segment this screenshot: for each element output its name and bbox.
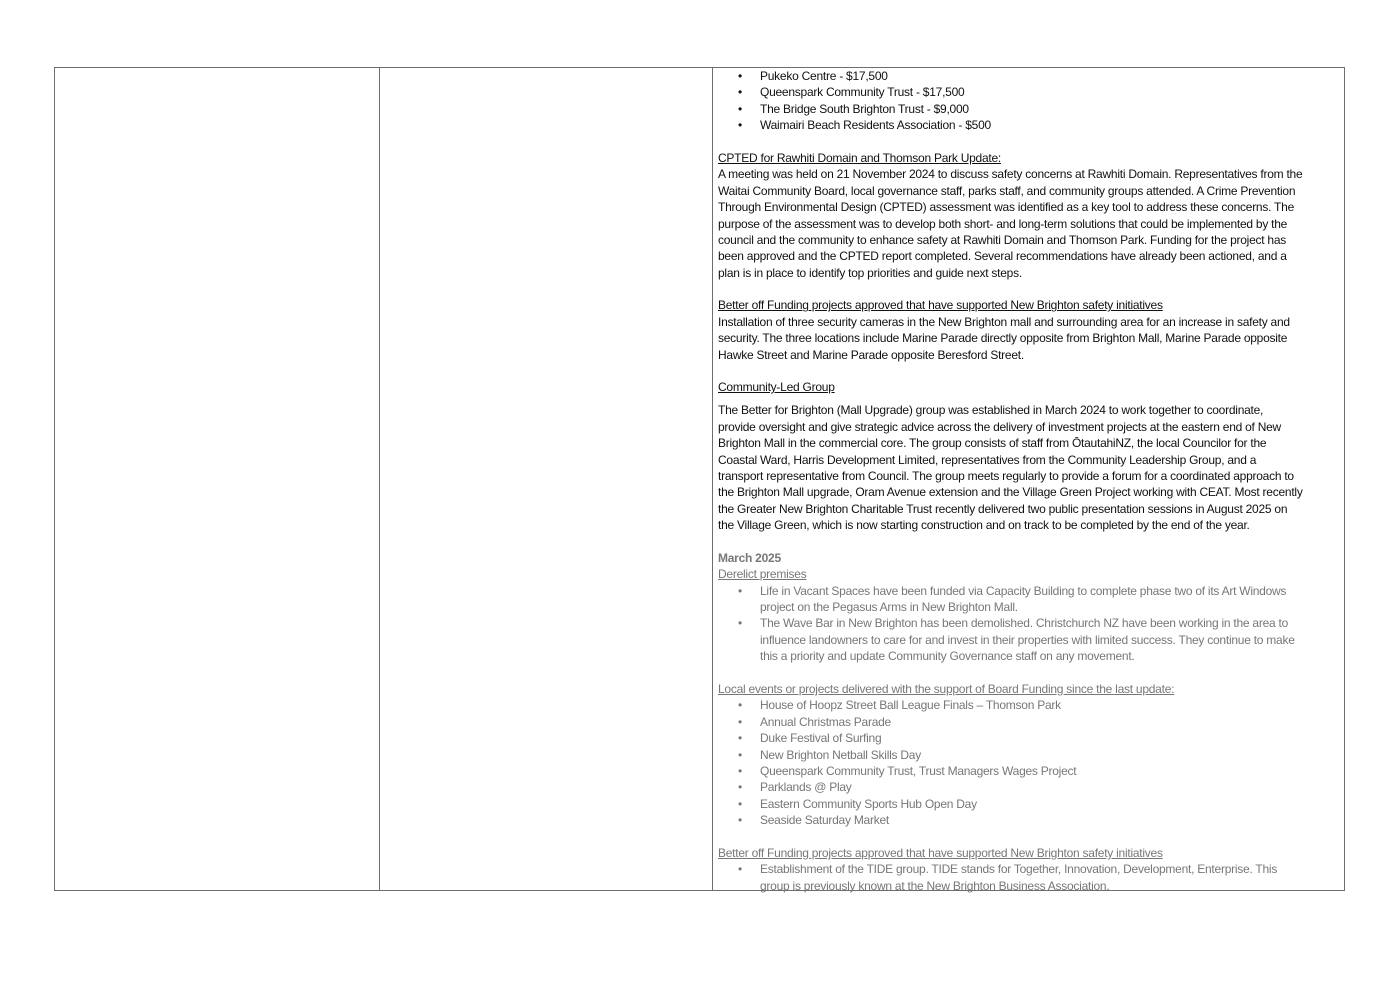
list-item (718, 714, 1343, 730)
list-item (718, 763, 1343, 779)
paragraph-line: Coastal Ward, Harris Development Limited, representatives from the Community Leadership Group, and a (718, 452, 1257, 467)
list-item (718, 84, 1343, 100)
list-item (718, 68, 1343, 84)
list-item-line: Life in Vacant Spaces have been funded via Capacity Building to complete phase two of its Art Windows (760, 583, 1287, 598)
blank-line (718, 281, 1343, 297)
paragraph-line: A meeting was held on 21 November 2024 to discuss safety concerns at Rawhiti Domain. Representatives from the (718, 167, 1303, 182)
blank-line (718, 534, 1343, 550)
bullet-icon: • (738, 747, 742, 762)
paragraph-line: Brighton Mall in the commercial core. The group consists of staff from ŌtautahiNZ, the local Councilor for the (718, 436, 1267, 451)
section-heading: CPTED for Rawhiti Domain and Thomson Park Update: (718, 150, 1001, 165)
list-item (718, 747, 1343, 763)
paragraph-line: the Brighton Mall upgrade, Oram Avenue extension and the Village Green Project working with CEAT. Most recently (718, 485, 1303, 500)
bullet-icon: • (738, 731, 742, 746)
section-heading: Better off Funding projects approved that have supported New Brighton safety initiatives (718, 845, 1163, 860)
list-item-line: this a priority and update Community Governance staff on any movement. (760, 649, 1135, 664)
bullet-list (718, 861, 1343, 894)
spacer (718, 396, 1343, 403)
section-date-heading: March 2025 (718, 550, 781, 565)
bullet-icon: • (738, 118, 742, 133)
bullet-icon: • (738, 796, 742, 811)
bullet-icon: • (738, 862, 742, 877)
bullet-icon: • (738, 69, 742, 83)
paragraph-line: security. The three locations include Marine Parade directly opposite from Brighton Mall, Marine Parade opposite (718, 331, 1288, 346)
list-item-line: Duke Festival of Surfing (760, 731, 882, 746)
paragraph-line: The Better for Brighton (Mall Upgrade) group was established in March 2024 to work together to coordinate, (718, 403, 1264, 418)
list-item (718, 117, 1343, 133)
bullet-icon: • (738, 714, 742, 729)
paragraph (718, 314, 1343, 363)
list-item (718, 812, 1343, 828)
list-item-line: Annual Christmas Parade (760, 714, 891, 729)
list-item (718, 779, 1343, 795)
list-item-line: The Bridge South Brighton Trust - $9,000 (760, 101, 969, 116)
table-column-divider (379, 68, 380, 890)
list-item-line: The Wave Bar in New Brighton has been demolished. Christchurch NZ have been working in the area to (760, 616, 1289, 631)
bullet-icon: • (738, 780, 742, 795)
paragraph-line: transport representative from Council. The group meets regularly to provide a forum for a coordinated approach to (718, 468, 1294, 483)
paragraph-line: Hawke Street and Marine Parade opposite Beresford Street. (718, 347, 1024, 362)
blank-line (718, 829, 1343, 845)
table-column-divider (712, 68, 713, 890)
list-item-line: House of Hoopz Street Ball League Finals – Thomson Park (760, 698, 1061, 713)
bullet-icon: • (738, 101, 742, 116)
list-item-line: Queenspark Community Trust - $17,500 (760, 85, 965, 100)
section-heading: Better off Funding projects approved that have supported New Brighton safety initiatives (718, 298, 1163, 313)
paragraph-line: provide oversight and give strategic advice across the delivery of investment projects at the eastern end of New (718, 419, 1281, 434)
bullet-icon: • (738, 764, 742, 778)
list-item-line: influence landowners to care for and invest in their properties with limited success. They continue to make (760, 632, 1295, 647)
bullet-icon: • (738, 698, 742, 713)
bullet-list (718, 68, 1343, 134)
bullet-icon: • (738, 813, 742, 828)
paragraph (718, 166, 1343, 281)
list-item (718, 861, 1343, 894)
paragraph-line: Installation of three security cameras in the New Brighton mall and surrounding area for an increase in safety and (718, 314, 1290, 329)
bullet-icon: • (738, 85, 742, 100)
paragraph-line: Waitai Community Board, local governance staff, parks staff, and community groups attended. A Crime Prevention (718, 183, 1296, 198)
bullet-list (718, 697, 1343, 828)
paragraph-line: the Village Green, which is now starting construction and on track to be completed by the end of the year. (718, 518, 1250, 533)
bullet-icon: • (738, 616, 742, 631)
blank-line (718, 665, 1343, 681)
list-item-line: Seaside Saturday Market (760, 813, 889, 828)
list-item-line: New Brighton Netball Skills Day (760, 747, 921, 762)
bullet-list (718, 583, 1343, 665)
list-item-line: Queenspark Community Trust, Trust Managers Wages Project (760, 764, 1077, 778)
list-item (718, 101, 1343, 117)
paragraph-line: plan is in place to identify top priorities and guide next steps. (718, 265, 1022, 280)
list-item-line: Pukeko Centre - $17,500 (760, 69, 888, 83)
section-heading: Community-Led Group (718, 380, 835, 395)
paragraph (718, 402, 1343, 533)
list-item-line: Eastern Community Sports Hub Open Day (760, 796, 977, 811)
list-item-line: Parklands @ Play (760, 780, 852, 795)
section-heading: Derelict premises (718, 567, 807, 582)
list-item-line: Waimairi Beach Residents Association - $500 (760, 118, 991, 133)
table-cell-content (718, 68, 1343, 894)
list-item-line: Establishment of the TIDE group. TIDE stands for Together, Innovation, Development, Enterprise. This (760, 862, 1278, 877)
paragraph-line: the Greater New Brighton Charitable Trust recently delivered two public presentation sessions in August 2025 on (718, 501, 1288, 516)
paragraph-line: council and the community to enhance safety at Rawhiti Domain and Thomson Park. Funding for the project has (718, 232, 1287, 247)
blank-line (718, 134, 1343, 150)
section-heading: Local events or projects delivered with the support of Board Funding since the last update: (718, 682, 1175, 697)
list-item-line: project on the Pegasus Arms in New Brighton Mall. (760, 600, 1018, 615)
paragraph-line: been approved and the CPTED report completed. Several recommendations have already been actioned, and a (718, 249, 1287, 264)
list-item-line: group is previously known at the New Brighton Business Association. (760, 878, 1110, 893)
blank-line (718, 363, 1343, 379)
paragraph-line: purpose of the assessment was to develop both short- and long-term solutions that could be implemented by the (718, 216, 1288, 231)
list-item (718, 730, 1343, 746)
list-item (718, 583, 1343, 616)
list-item (718, 697, 1343, 713)
paragraph-line: Through Environmental Design (CPTED) assessment was identified as a key tool to address these concerns. The (718, 200, 1294, 215)
list-item (718, 796, 1343, 812)
bullet-icon: • (738, 583, 742, 598)
list-item (718, 615, 1343, 664)
